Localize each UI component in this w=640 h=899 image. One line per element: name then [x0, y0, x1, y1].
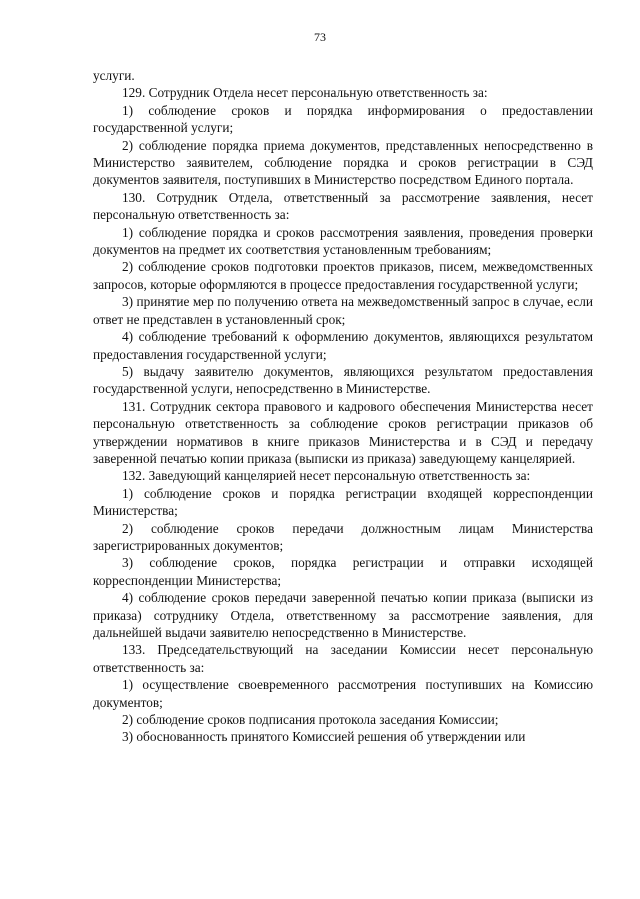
paragraph: 5) выдачу заявителю документов, являющихся результатом предоставления государственной услуги, непосредственно в Министерстве.: [93, 363, 593, 397]
paragraph: 1) соблюдение сроков и порядка информирования о предоставлении государственной услуги;: [93, 102, 593, 136]
paragraph: 132. Заведующий канцелярией несет персональную ответственность за:: [122, 468, 531, 484]
paragraph: 1) соблюдение порядка и сроков рассмотрения заявления, проведения проверки документов на предмет их соответствия установленным требованиям;: [93, 224, 593, 258]
paragraph: 3) принятие мер по получению ответа на межведомственный запрос в случае, если ответ не представлен в установленный срок;: [93, 294, 593, 327]
paragraph: 1) осуществление своевременного рассмотрения поступивших на Комиссию документов;: [93, 677, 593, 710]
paragraph: 130. Сотрудник Отдела, ответственный за рассмотрение заявления, несет персональную ответственность за:: [93, 189, 593, 223]
paragraph: 2) соблюдение сроков подписания протокола заседания Комиссии;: [122, 712, 499, 728]
paragraph: 129. Сотрудник Отдела несет персональную ответственность за:: [122, 85, 488, 101]
paragraph: 133. Председательствующий на заседании Комиссии несет персональную ответственность за:: [93, 642, 593, 675]
paragraph: 1) соблюдение сроков и порядка регистрации входящей корреспонденции Министерства;: [93, 485, 593, 519]
paragraph: 3) обоснованность принятого Комиссией решения об утверждении или: [122, 729, 526, 745]
paragraph: 131. Сотрудник сектора правового и кадрового обеспечения Министерства несет персональную ответственность за соблюдение сроков регистрации приказов об утверждении нормативов в книге приказов Министерства и в СЭД и передачу заверенной печатью копии приказа (выписки из приказа) заведующему канцелярией.: [93, 398, 593, 466]
paragraph: 2) соблюдение сроков передачи должностным лицам Министерства зарегистрированных документов;: [93, 520, 593, 553]
paragraph: 3) соблюдение сроков, порядка регистрации и отправки исходящей корреспонденции Министерства;: [93, 555, 593, 588]
page-number: 73: [314, 30, 326, 44]
paragraph: 2) соблюдение сроков подготовки проектов приказов, писем, межведомственных запросов, которые оформляются в процессе предоставления государственной услуги;: [93, 259, 593, 292]
paragraph: 2) соблюдение порядка приема документов, представленных непосредственно в Министерство заявителем, соблюдение порядка и сроков регистрации в СЭД документов заявителя, поступивших в Министерство посредством Единого портала.: [93, 137, 593, 188]
paragraph: 4) соблюдение сроков передачи заверенной печатью копии приказа (выписки из приказа) сотруднику Отдела, ответственному за рассмотрение заявления, для дальнейшей выдачи заявителю непосредственно в Министерстве.: [93, 590, 593, 640]
paragraph: услуги.: [93, 68, 135, 83]
document-body: [93, 67, 593, 746]
paragraph: 4) соблюдение требований к оформлению документов, являющихся результатом предоставления государственной услуги;: [93, 329, 593, 362]
